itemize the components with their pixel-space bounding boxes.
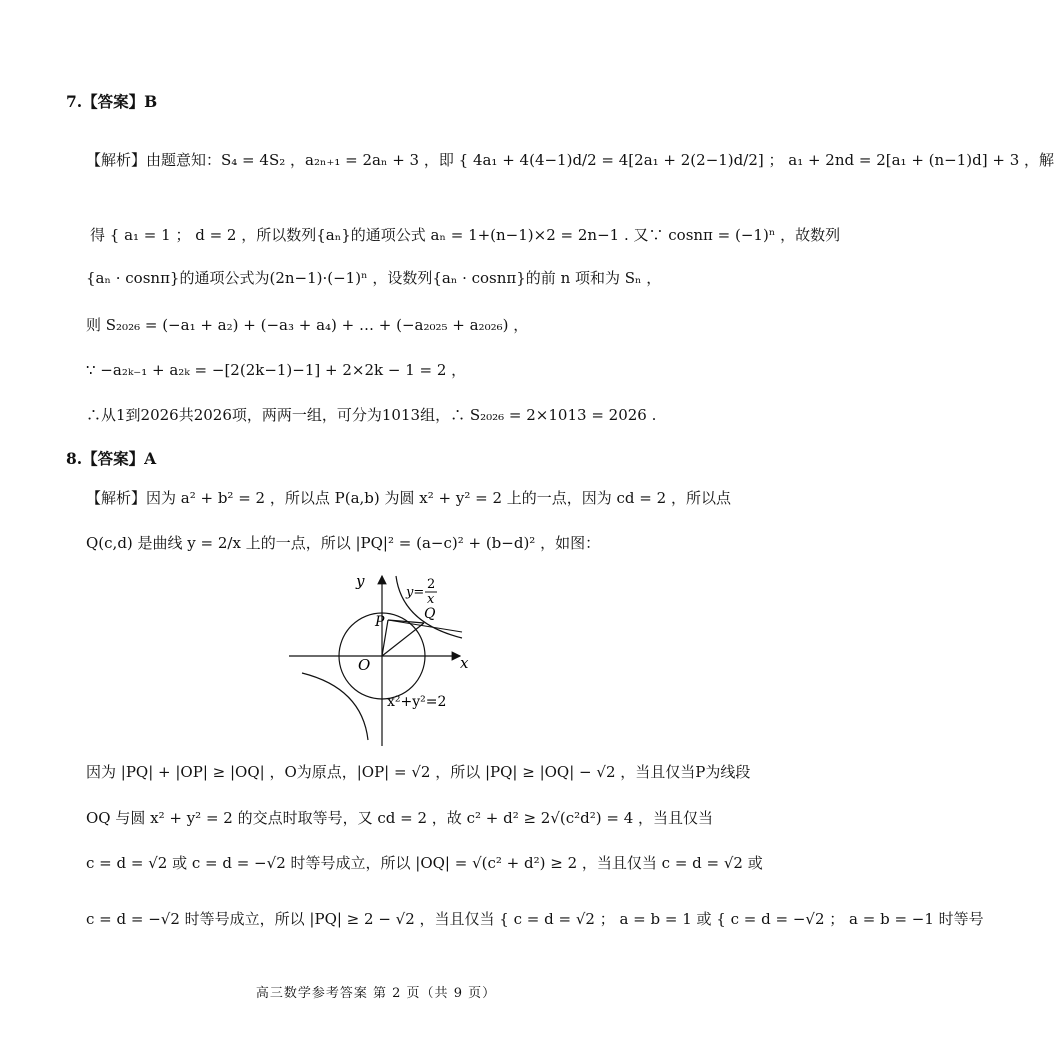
- curve-label-y: y=: [406, 585, 425, 600]
- circle-hyperbola-figure: [284, 568, 474, 752]
- q8-solution-line-5: c = d = √2 或 c = d = −√2 时等号成立，所以 |OQ| = √(c² + d²) ≥ 2 ，当且仅当 c = d = √2 或: [86, 854, 763, 872]
- x-axis-label: x: [460, 654, 469, 672]
- q7-solution-line-2: 得 { a₁ = 1 ； d = 2 ，所以数列{aₙ}的通项公式 aₙ = 1+(n−1)×2 = 2n−1 . 又∵ cosnπ = (−1)ⁿ ，故数列: [90, 226, 841, 244]
- page-footer: 高三数学参考答案 第 2 页（共 9 页）: [255, 986, 497, 1001]
- q7-solution-line-5: ∵ −a₂ₖ₋₁ + a₂ₖ = −[2(2k−1)−1] + 2×2k − 1 = 2 ，: [86, 361, 467, 379]
- origin-label: O: [358, 656, 371, 674]
- point-p-label: P: [375, 614, 385, 630]
- y-axis-label: y: [356, 572, 365, 590]
- q7-solution-line-3: {aₙ · cosnπ}的通项公式为(2n−1)·(−1)ⁿ ，设数列{aₙ · cosnπ}的前 n 项和为 Sₙ ，: [86, 269, 662, 287]
- q8-answer-header: 8.【答案】A: [66, 449, 157, 468]
- q8-solution-line-6: c = d = −√2 时等号成立，所以 |PQ| ≥ 2 − √2 ，当且仅当 { c = d = √2 ； a = b = 1 或 { c = d = −√2 ； a = b = −1 时等号: [86, 910, 984, 928]
- point-q-label: Q: [424, 606, 436, 622]
- q8-solution-line-2: Q(c,d) 是曲线 y = 2/x 上的一点，所以 |PQ|² = (a−c)² + (b−d)² ，如图：: [86, 534, 601, 552]
- q7-solution-line-1: 【解析】由题意知：S₄ = 4S₂ ，a₂ₙ₊₁ = 2aₙ + 3 ，即 { 4a₁ + 4(4−1)d/2 = 4[2a₁ + 2(2−1)d/2] ； a₁ + 2nd = 2[a₁ + (n−1)d] + 3 ，解: [86, 151, 1054, 169]
- curve-label-denominator: x: [427, 592, 435, 607]
- q7-solution-line-6: ∴从1到2026共2026项，两两一组，可分为1013组，∴ S₂₀₂₆ = 2×1013 = 2026 .: [86, 406, 657, 424]
- hyperbola-branch-2: [302, 673, 368, 740]
- curve-label-numerator: 2: [427, 577, 436, 592]
- q8-solution-line-1: 【解析】因为 a² + b² = 2 ，所以点 P(a,b) 为圆 x² + y² = 2 上的一点，因为 cd = 2 ，所以点: [86, 489, 731, 507]
- q8-solution-line-3: 因为 |PQ| + |OP| ≥ |OQ| ，O为原点，|OP| = √2 ，所以 |PQ| ≥ |OQ| − √2 ，当且仅当P为线段: [86, 763, 751, 781]
- segment-oq: [382, 623, 424, 656]
- q7-answer-header: 7.【答案】B: [66, 92, 158, 111]
- circle-equation-label: x²+y²=2: [387, 694, 447, 710]
- q7-solution-line-4: 则 S₂₀₂₆ = (−a₁ + a₂) + (−a₃ + a₄) + … + (−a₂₀₂₅ + a₂₀₂₆) ，: [86, 316, 529, 334]
- q8-solution-line-4: OQ 与圆 x² + y² = 2 的交点时取等号，又 cd = 2 ，故 c² + d² ≥ 2√(c²d²) = 4 ，当且仅当: [86, 809, 714, 827]
